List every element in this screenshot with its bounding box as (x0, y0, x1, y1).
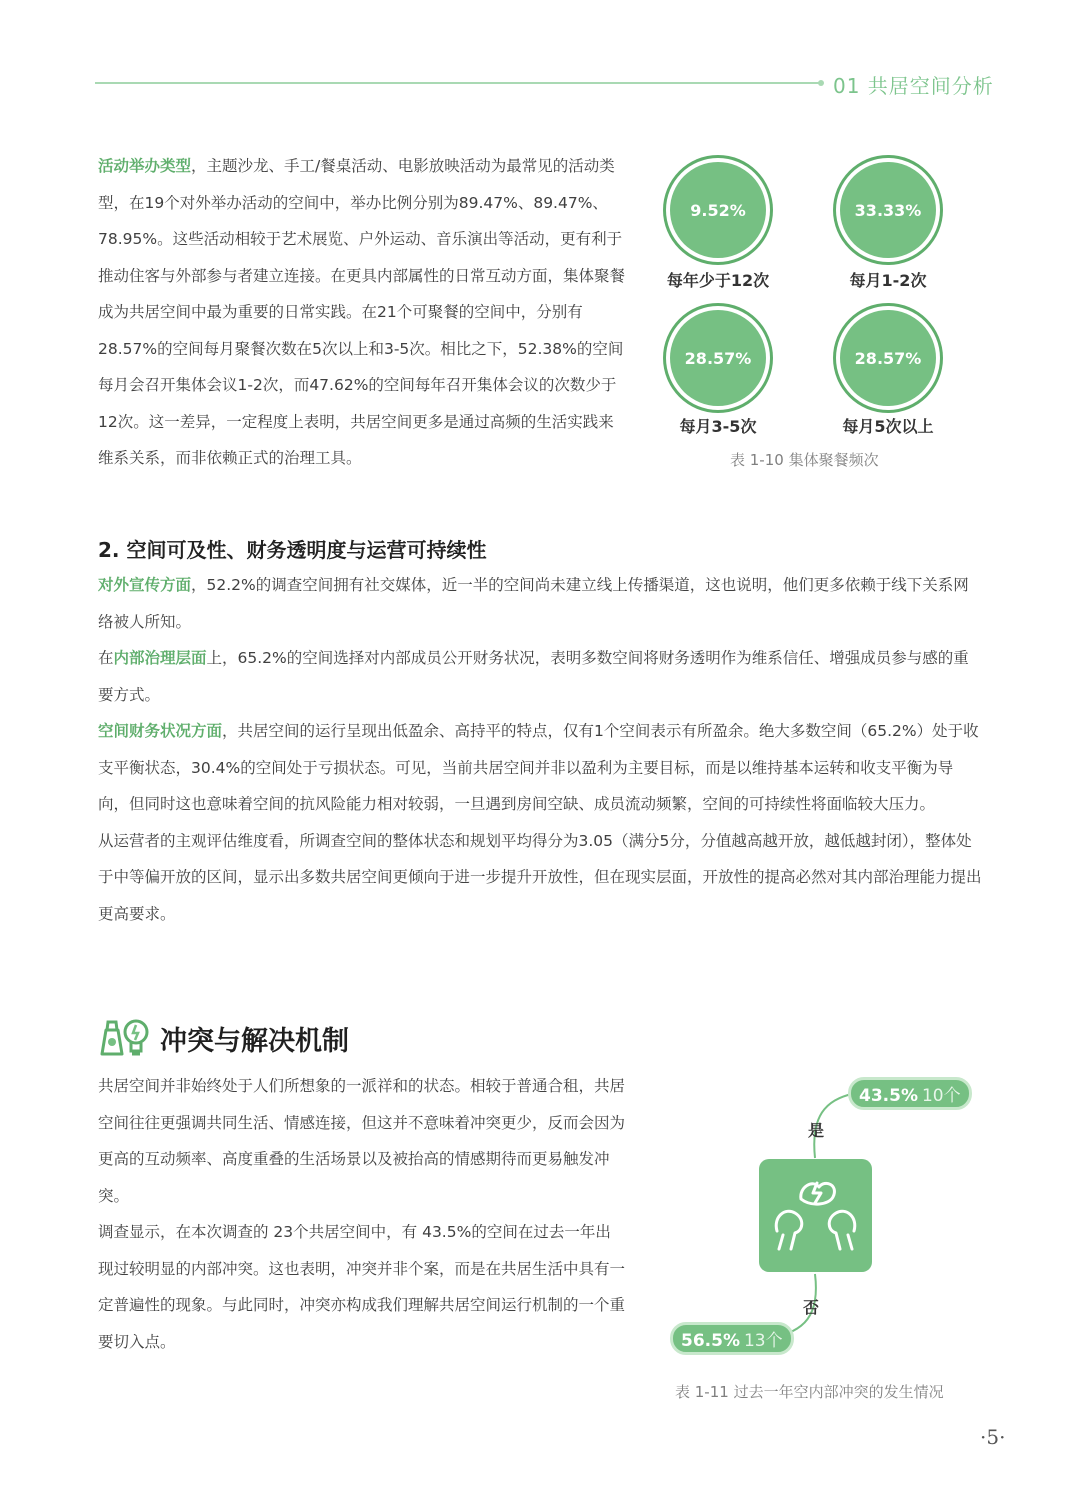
activities-paragraph (98, 148, 626, 477)
header-rule (95, 82, 820, 84)
conflict-illustration (759, 1159, 872, 1272)
section2-para-4: 从运营者的主观评估维度看，所调查空间的整体状态和规划平均得分为3.05（满分5分，分值越高越开放，越低越封闭），整体处于中等偏开放的区间，显示出多数共居空间更倾向于进一步提升开放性，但在现实层面，开放性的提高必然对其内部治理能力提出更高要求。 (98, 831, 982, 923)
conflict-no-pill (670, 1322, 794, 1355)
conflict-title: 冲突与解决机制 (160, 1026, 349, 1057)
meal-label-4: 每月5次以上 (842, 417, 934, 436)
arguing-people-icon (759, 1159, 872, 1272)
meal-label-2: 每月1-2次 (849, 271, 927, 290)
conflict-no-pct: 56.5% (681, 1331, 740, 1351)
conflict-no-label: 否 (803, 1298, 820, 1317)
meal-chart-caption: 表 1-10 集体聚餐频次 (730, 451, 879, 469)
meal-label-1: 每年少于12次 (666, 271, 770, 290)
conflict-yes-count: 10个 (921, 1086, 961, 1106)
activities-highlight: 活动举办类型 (98, 157, 192, 175)
conflict-para-2: 调查显示，在本次调查的 23个共居空间中，有 43.5%的空间在过去一年出现过较明显的内部冲突。这也表明，冲突并非个案，而是在共居生活中具有一定普遍性的现象。与此同时，冲突亦构成我们理解共居空间运行机制的一个重要切入点。 (98, 1223, 626, 1351)
conflict-chart-caption: 表 1-11 过去一年空内部冲突的发生情况 (675, 1383, 944, 1401)
header-rule-dot (818, 80, 824, 86)
section2-p2-highlight: 内部治理层面 (113, 649, 207, 667)
conflict-para-1: 共居空间并非始终处于人们所想象的一派祥和的状态。相较于普通合租，共居空间往往更强调共同生活、情感连接，但这并不意味着冲突更少，反而会因为更高的互动频率、高度重叠的生活场景以及被抬高的情感期待而更易触发冲突。 (98, 1077, 626, 1205)
meal-circle-4: 28.57% (840, 310, 936, 406)
section2-title: 2. 空间可及性、财务透明度与运营可持续性 (98, 538, 487, 562)
conflict-yes-pct: 43.5% (859, 1086, 918, 1106)
section2-para-1 (98, 567, 984, 640)
meal-label-3: 每月3-5次 (679, 417, 757, 436)
meal-circle-1: 9.52% (670, 162, 766, 258)
section2-p1-text: ，52.2%的调查空间拥有社交媒体，近一半的空间尚未建立线上传播渠道，这也说明，他们更多依赖于线下关系网络被人所知。 (98, 576, 969, 631)
section2-body (98, 567, 984, 932)
conflict-yes-pill (848, 1077, 972, 1110)
section2-para-3 (98, 713, 984, 823)
conflict-yes-label: 是 (808, 1121, 825, 1140)
conflict-no-count: 13个 (743, 1331, 783, 1351)
page-number: ·5· (980, 1425, 1006, 1449)
section2-p2-prefix: 在 (98, 649, 114, 667)
meal-circle-2: 33.33% (840, 162, 936, 258)
section2-p1-highlight: 对外宣传方面 (98, 576, 192, 594)
section2-p3-highlight: 空间财务状况方面 (98, 722, 223, 740)
conflict-icon (96, 1016, 154, 1058)
section2-p3-text: ，共居空间的运行呈现出低盈余、高持平的特点，仅有1个空间表示有所盈余。绝大多数空间（65.2%）处于收支平衡状态，30.4%的空间处于亏损状态。可见，当前共居空间并非以盈利为主要目标，而是以维持基本运转和收支平衡为导向，但同时这也意味着空间的抗风险能力相对较弱，一旦遇到房间空缺、成员流动频繁，空间的可持续性将面临较大压力。 (98, 722, 979, 813)
conflict-body (98, 1068, 626, 1360)
section-header-title: 01 共居空间分析 (833, 74, 994, 98)
section2-p2-text: 上，65.2%的空间选择对内部成员公开财务状况，表明多数空间将财务透明作为维系信任、增强成员参与感的重要方式。 (98, 649, 969, 704)
meal-circle-3: 28.57% (670, 310, 766, 406)
section2-para-2 (98, 640, 984, 713)
activities-text: ，主题沙龙、手工/餐桌活动、电影放映活动为最常见的活动类型，在19个对外举办活动的空间中，举办比例分别为89.47%、89.47%、78.95%。这些活动相较于艺术展览、户外运动、音乐演出等活动，更有利于推动住客与外部参与者建立连接。在更具内部属性的日常互动方面，集体聚餐成为共居空间中最为重要的日常实践。在21个可聚餐的空间中，分别有28.57%的空间每月聚餐次数在5次以上和3-5次。相比之下，52.38%的空间每月会召开集体会议1-2次，而47.62%的空间每年召开集体会议的次数少于12次。这一差异，一定程度上表明，共居空间更多是通过高频的生活实践来维系关系，而非依赖正式的治理工具。 (98, 157, 626, 467)
